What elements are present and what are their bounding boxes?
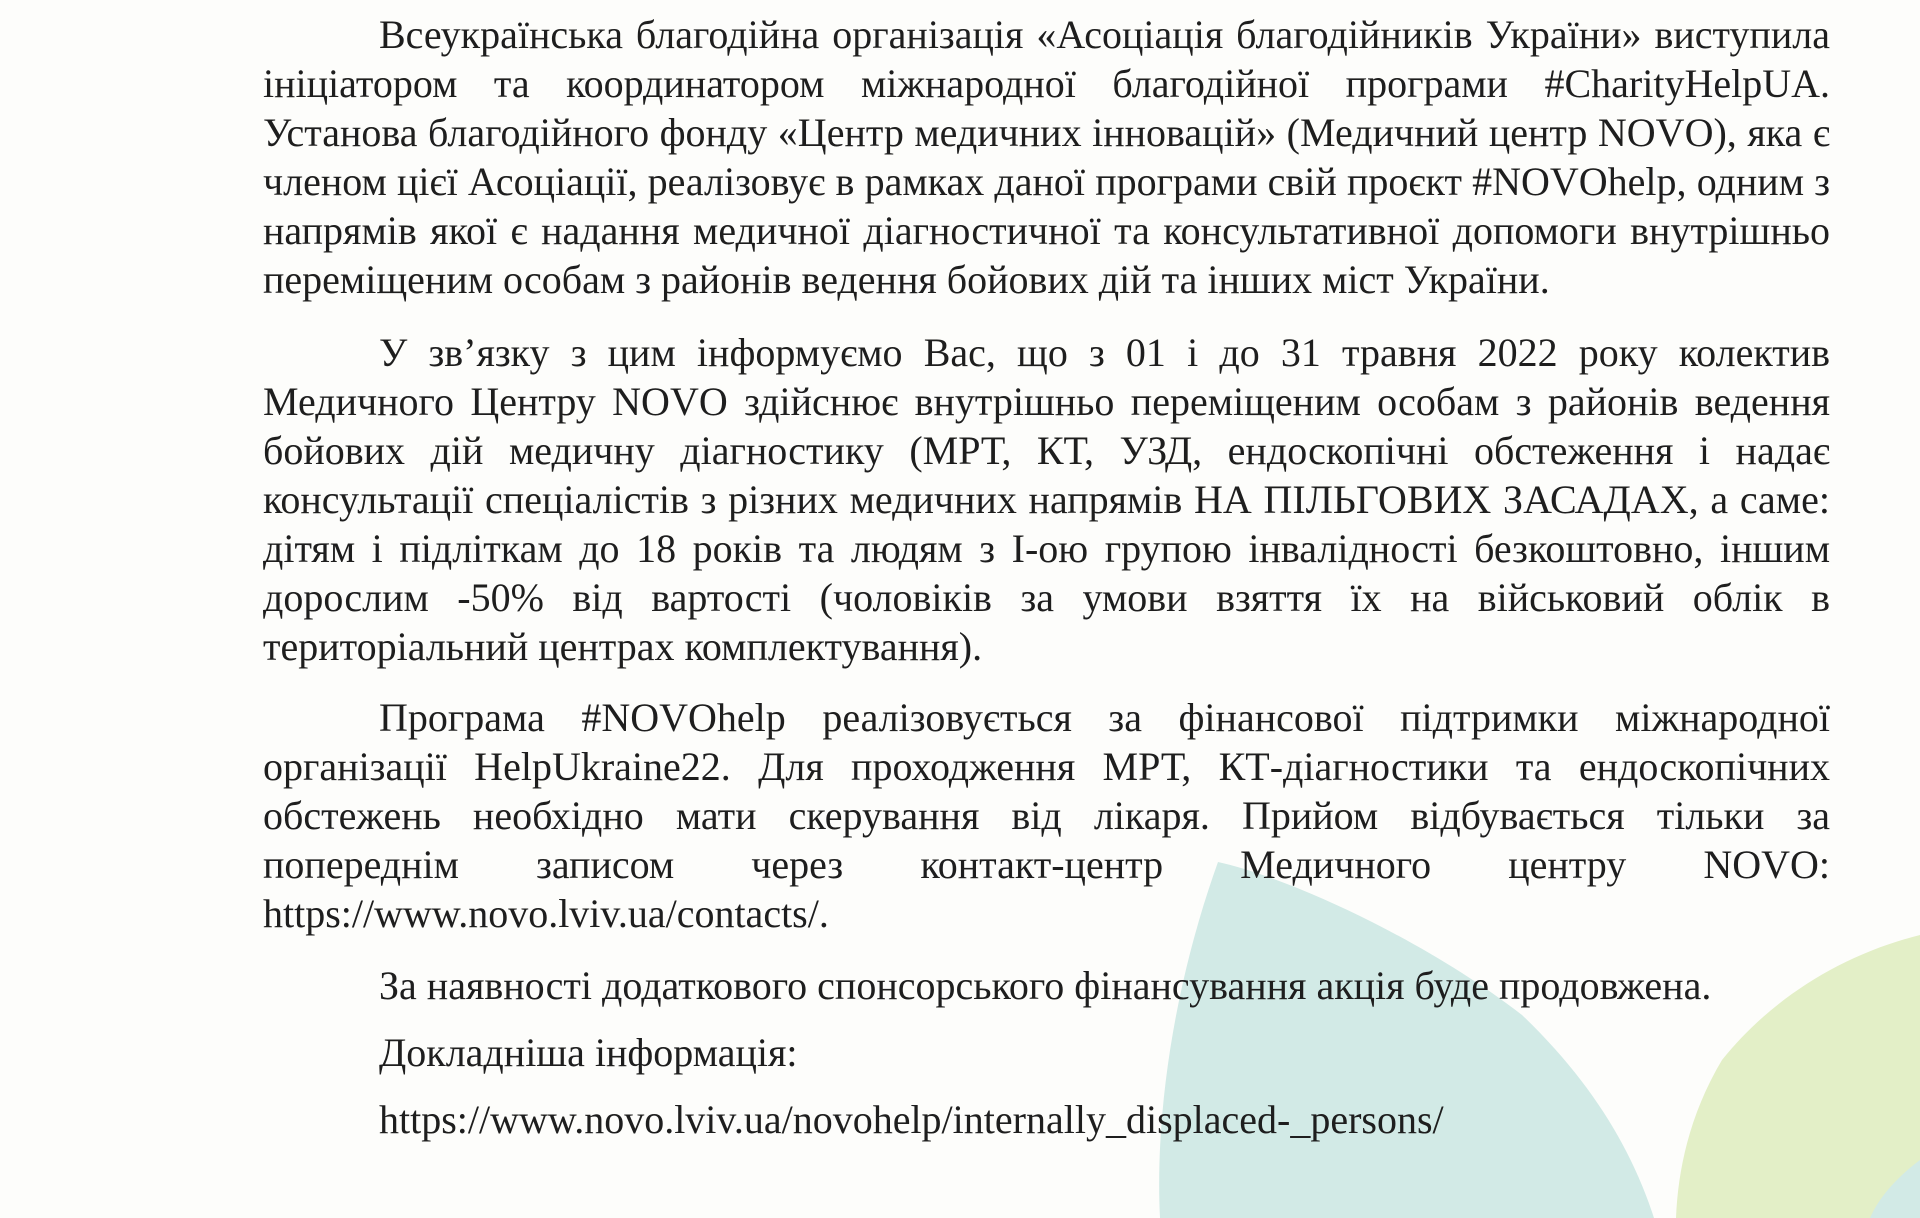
more-info-label: Докладніша інформація: (379, 1030, 798, 1075)
letter-body (263, 10, 1830, 1144)
more-info-link[interactable]: https://www.novo.lviv.ua/novohelp/internally_displaced-_persons/ (379, 1097, 1444, 1142)
paragraph-diagnostics-offer: У зв’язку з цим інформуємо Вас, що з 01 і до 31 травня 2022 року колектив Медичного Центру NOVO здійснює внутрішньо переміщеним особам з районів ведення бойових дій медичну діагностику (МРТ, КТ, УЗД, ендоскопічні обстеження і надає консультації спеціалістів з різних медичних напрямів НА ПІЛЬГОВИХ ЗАСАДАХ, а саме: дітям і підліткам до 18 років та людям з І-ою групою інвалідності безкоштовно, іншим дорослим -50% від вартості (чоловіків за умови взяття їх на військовий облік в територіальний центрах комплектування). (263, 330, 1830, 669)
paragraph-funding-and-booking: Програма #NOVOhelp реалізовується за фінансової підтримки міжнародної організації HelpUkraine22. Для проходження МРТ, КТ-діагностики та ендоскопічних обстежень необхідно мати скерування від лікаря. Прийом відбувається тільки за попереднім записом через контакт-центр Медичного центру NOVO: https://www.novo.lviv.ua/contacts/. (263, 695, 1830, 936)
extension-note: За наявності додаткового спонсорського фінансування акція буде продовжена. (379, 963, 1712, 1008)
paragraph-charity-program: Всеукраїнська благодійна організація «Асоціація благодійників України» виступила ініціатором та координатором міжнародної благодійної програми #CharityHelpUA. Установа благодійного фонду «Центр медичних інновацій» (Медичний центр NOVO), яка є членом цієї Асоціації, реалізовує в рамках даної програми свій проєкт #NOVOhelp, одним з напрямів якої є надання медичної діагностичної та консультативної допомоги внутрішньо переміщеним особам з районів ведення бойових дій та інших міст України. (263, 12, 1830, 302)
